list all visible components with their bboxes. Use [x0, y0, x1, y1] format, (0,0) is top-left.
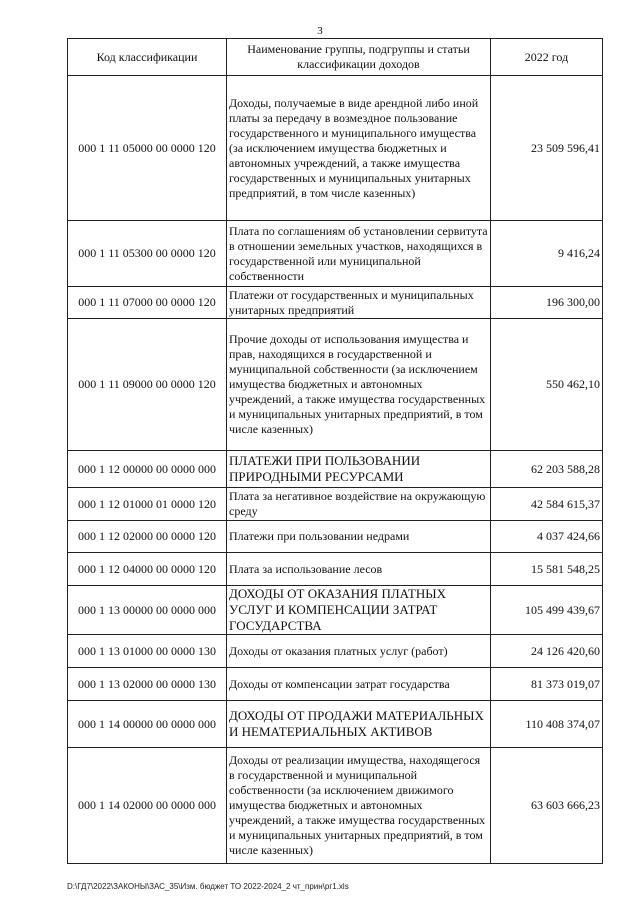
- table-row: [68, 451, 603, 488]
- row-code: 000 1 11 05300 00 0000 120: [68, 221, 227, 287]
- table-row: [68, 668, 603, 701]
- row-amount: 4 037 424,66: [491, 521, 603, 553]
- table-row: [68, 221, 603, 287]
- row-name: Доходы от оказания платных услуг (работ): [227, 635, 491, 668]
- row-code: 000 1 12 01000 01 0000 120: [68, 488, 227, 521]
- row-name: Доходы, получаемые в виде арендной либо иной платы за передачу в возмездное пользование государственного и муниципального имущества (за исключением имущества бюджетных и автономных учреждений, а также имущества государственных и муниципальных унитарных предприятий, в том числе казенных): [227, 76, 491, 221]
- footer-file-path: D:\ГД7\2022\ЗАКОНЫ\ЗАС_35\Изм. бюджет ТО 2022-2024_2 чт_прин\рг1.xls: [67, 882, 349, 891]
- row-code: 000 1 12 04000 00 0000 120: [68, 553, 227, 586]
- row-amount: 24 126 420,60: [491, 635, 603, 668]
- table-row: [68, 488, 603, 521]
- row-amount: 550 462,10: [491, 319, 603, 451]
- row-name: ДОХОДЫ ОТ ПРОДАЖИ МАТЕРИАЛЬНЫХ И НЕМАТЕРИАЛЬНЫХ АКТИВОВ: [227, 701, 491, 748]
- row-name: ДОХОДЫ ОТ ОКАЗАНИЯ ПЛАТНЫХ УСЛУГ И КОМПЕНСАЦИИ ЗАТРАТ ГОСУДАРСТВА: [227, 586, 491, 635]
- header-year: 2022 год: [491, 39, 603, 76]
- row-code: 000 1 14 02000 00 0000 000: [68, 748, 227, 864]
- row-name: Платежи от государственных и муниципальных унитарных предприятий: [227, 287, 491, 319]
- row-amount: 105 499 439,67: [491, 586, 603, 635]
- row-name: Плата за использование лесов: [227, 553, 491, 586]
- table-row: [68, 701, 603, 748]
- row-amount: 23 509 596,41: [491, 76, 603, 221]
- table-row: [68, 287, 603, 319]
- row-amount: 42 584 615,37: [491, 488, 603, 521]
- row-code: 000 1 14 00000 00 0000 000: [68, 701, 227, 748]
- row-code: 000 1 13 01000 00 0000 130: [68, 635, 227, 668]
- page-number: 3: [317, 25, 323, 37]
- table-header-row: [68, 39, 603, 76]
- revenue-classification-table: [67, 38, 603, 864]
- table-row: [68, 319, 603, 451]
- row-name: Прочие доходы от использования имущества и прав, находящихся в государственной и муниципальной собственности (за исключением имущества бюджетных и автономных учреждений, а также имущества государственных и муниципальных унитарных предприятий, в том числе казенных): [227, 319, 491, 451]
- row-name: Доходы от реализации имущества, находящегося в государственной и муниципальной собственности (за исключением движимого имущества бюджетных и автономных учреждений, а также имущества государственных и муниципальных унитарных предприятий, в том числе казенных): [227, 748, 491, 864]
- table-row: [68, 76, 603, 221]
- row-code: 000 1 12 00000 00 0000 000: [68, 451, 227, 488]
- row-code: 000 1 13 02000 00 0000 130: [68, 668, 227, 701]
- row-name: ПЛАТЕЖИ ПРИ ПОЛЬЗОВАНИИ ПРИРОДНЫМИ РЕСУРСАМИ: [227, 451, 491, 488]
- row-code: 000 1 11 09000 00 0000 120: [68, 319, 227, 451]
- row-name: Плата за негативное воздействие на окружающую среду: [227, 488, 491, 521]
- row-code: 000 1 13 00000 00 0000 000: [68, 586, 227, 635]
- table-row: [68, 635, 603, 668]
- table-row: [68, 521, 603, 553]
- row-code: 000 1 11 05000 00 0000 120: [68, 76, 227, 221]
- row-amount: 110 408 374,07: [491, 701, 603, 748]
- row-amount: 62 203 588,28: [491, 451, 603, 488]
- row-name: Платежи при пользовании недрами: [227, 521, 491, 553]
- row-amount: 81 373 019,07: [491, 668, 603, 701]
- table-row: [68, 553, 603, 586]
- row-amount: 196 300,00: [491, 287, 603, 319]
- row-code: 000 1 11 07000 00 0000 120: [68, 287, 227, 319]
- row-amount: 9 416,24: [491, 221, 603, 287]
- row-name: Доходы от компенсации затрат государства: [227, 668, 491, 701]
- row-amount: 63 603 666,23: [491, 748, 603, 864]
- row-amount: 15 581 548,25: [491, 553, 603, 586]
- row-code: 000 1 12 02000 00 0000 120: [68, 521, 227, 553]
- table-row: [68, 748, 603, 864]
- table-row: [68, 586, 603, 635]
- header-code: Код классификации: [68, 39, 227, 76]
- header-name: Наименование группы, подгруппы и статьи классификации доходов: [227, 39, 491, 76]
- row-name: Плата по соглашениям об установлении сервитута в отношении земельных участков, находящихся в государственной или муниципальной собственности: [227, 221, 491, 287]
